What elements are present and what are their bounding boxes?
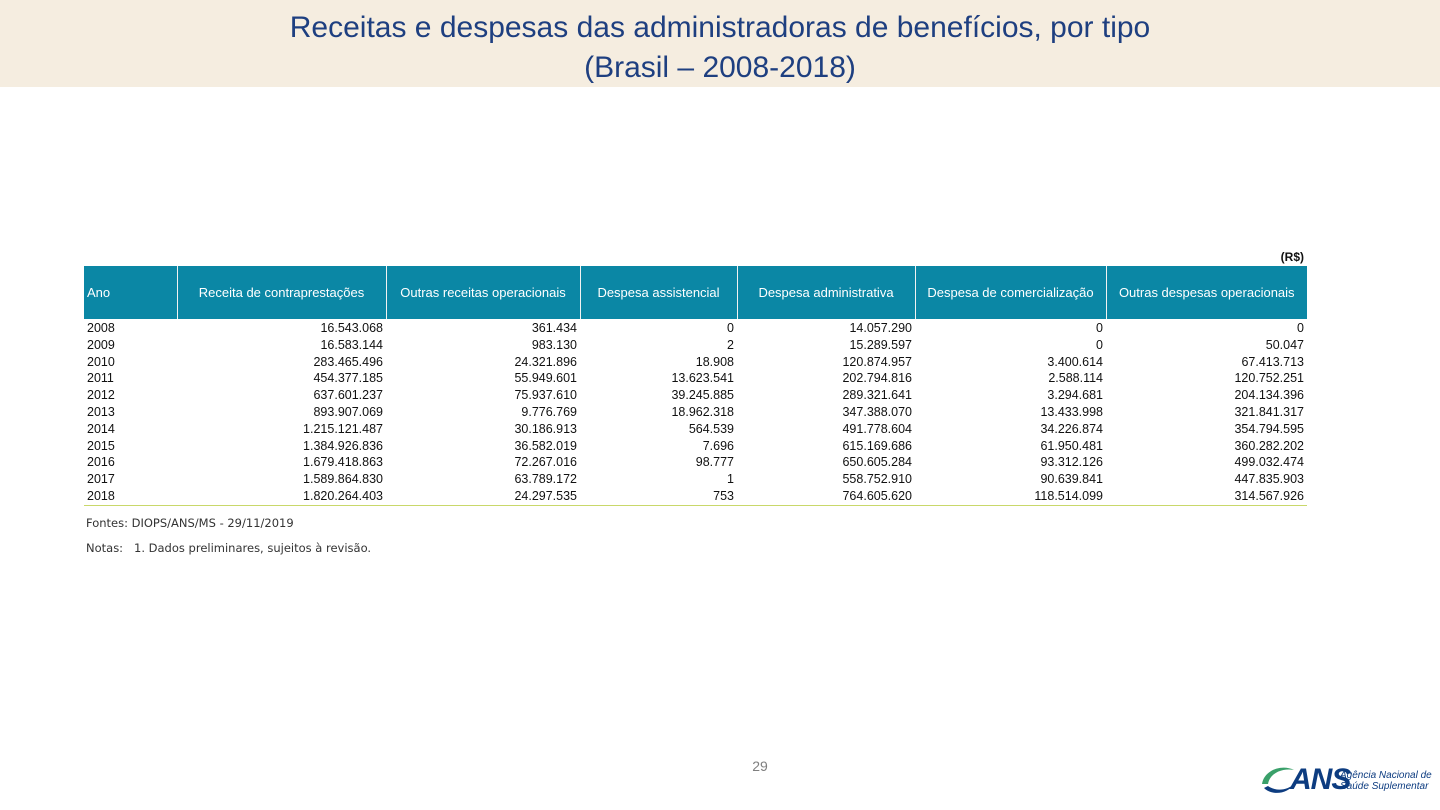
cell-despesa-assistencial: 1 — [727, 472, 734, 487]
cell-despesa-assistencial: 18.908 — [695, 354, 734, 369]
table-row — [84, 387, 1307, 404]
cell-despesa-assistencial: 39.245.885 — [671, 388, 734, 403]
table-row — [84, 370, 1307, 387]
cell-despesa-comercializacao: 90.639.841 — [1040, 472, 1103, 487]
page-number: 29 — [752, 758, 768, 774]
column-header-outras-receitas: Outras receitas operacionais — [386, 266, 580, 319]
cell-despesa-comercializacao: 0 — [1096, 321, 1103, 335]
cell-ano: 2015 — [87, 438, 115, 453]
cell-outras-despesas: 314.567.926 — [1106, 488, 1307, 505]
cell-outras-despesas: 354.794.595 — [1234, 421, 1304, 436]
cell-ano: 2016 — [87, 455, 115, 470]
table-row — [84, 320, 1307, 337]
cell-outras-receitas: 983.130 — [531, 337, 577, 352]
cell-despesa-comercializacao: 61.950.481 — [1040, 438, 1103, 453]
cell-outras-receitas: 361.434 — [531, 321, 577, 335]
cell-despesa-comercializacao: 3.294.681 — [1047, 388, 1103, 403]
column-header-receita-contraprestacoes: Receita de contraprestações — [177, 266, 386, 319]
cell-receita-contraprestacoes: 283.465.496 — [313, 354, 383, 369]
cell-outras-despesas: 50.047 — [1265, 337, 1304, 352]
cell-despesa-comercializacao: 0 — [1096, 337, 1103, 352]
cell-outras-despesas: 360.282.202 — [1234, 438, 1304, 453]
cell-despesa-administrativa: 347.388.070 — [842, 404, 912, 419]
cell-receita-contraprestacoes: 1.384.926.836 — [303, 438, 383, 453]
cell-receita-contraprestacoes: 1.820.264.403 — [177, 488, 386, 505]
cell-receita-contraprestacoes: 1.679.418.863 — [303, 455, 383, 470]
table-row — [84, 337, 1307, 354]
table-row — [84, 488, 1307, 505]
cell-outras-despesas: 67.413.713 — [1241, 354, 1304, 369]
cell-despesa-administrativa: 14.057.290 — [849, 321, 912, 335]
cell-despesa-administrativa: 764.605.620 — [737, 488, 915, 505]
cell-ano: 2017 — [87, 472, 115, 487]
cell-receita-contraprestacoes: 454.377.185 — [313, 371, 383, 386]
cell-ano: 2008 — [87, 321, 115, 335]
cell-despesa-comercializacao: 2.588.114 — [1048, 371, 1103, 386]
cell-ano: 2011 — [87, 371, 114, 386]
cell-outras-despesas: 499.032.474 — [1234, 455, 1304, 470]
cell-despesa-comercializacao: 13.433.998 — [1040, 404, 1103, 419]
page-subtitle: (Brasil – 2008-2018) — [584, 51, 856, 84]
source-note: Fontes: DIOPS/ANS/MS - 29/11/2019 — [86, 516, 294, 530]
cell-despesa-administrativa: 202.794.816 — [842, 371, 912, 386]
notes: Notas: 1. Dados preliminares, sujeitos à revisão. — [86, 541, 372, 555]
cell-receita-contraprestacoes: 1.589.864.830 — [303, 472, 383, 487]
ans-logo — [1258, 760, 1430, 800]
table-row — [84, 421, 1307, 438]
cell-despesa-administrativa: 650.605.284 — [842, 455, 912, 470]
logo-agency-line-1: Agência Nacional de — [1340, 770, 1432, 781]
cell-outras-receitas: 30.186.913 — [514, 421, 577, 436]
table-row — [84, 471, 1307, 488]
cell-outras-despesas: 0 — [1297, 321, 1304, 335]
cell-despesa-assistencial: 2 — [727, 337, 734, 352]
cell-despesa-assistencial: 0 — [727, 321, 734, 335]
cell-despesa-administrativa: 615.169.686 — [842, 438, 912, 453]
revenue-expense-table — [84, 266, 1307, 506]
column-header-despesa-administrativa: Despesa administrativa — [737, 266, 915, 319]
cell-ano: 2013 — [87, 404, 115, 419]
cell-outras-receitas: 55.949.601 — [514, 371, 577, 386]
column-header-despesa-comercializacao: Despesa de comercialização — [915, 266, 1106, 319]
cell-ano: 2018 — [84, 488, 177, 505]
cell-receita-contraprestacoes: 16.543.068 — [320, 321, 383, 335]
cell-despesa-comercializacao: 3.400.614 — [1047, 354, 1103, 369]
table-row — [84, 404, 1307, 421]
cell-ano: 2009 — [87, 337, 115, 352]
currency-unit-label: (R$) — [1280, 250, 1304, 264]
cell-outras-receitas: 75.937.610 — [514, 388, 577, 403]
cell-outras-despesas: 321.841.317 — [1234, 404, 1304, 419]
cell-outras-receitas: 72.267.016 — [514, 455, 577, 470]
cell-despesa-assistencial: 7.696 — [702, 438, 734, 453]
cell-despesa-administrativa: 558.752.910 — [842, 472, 912, 487]
cell-despesa-assistencial: 753 — [580, 488, 737, 505]
cell-despesa-assistencial: 18.962.318 — [671, 404, 734, 419]
cell-outras-receitas: 24.297.535 — [386, 488, 580, 505]
cell-outras-receitas: 36.582.019 — [514, 438, 577, 453]
cell-despesa-assistencial: 98.777 — [695, 455, 734, 470]
cell-ano: 2010 — [87, 354, 115, 369]
cell-outras-despesas: 120.752.251 — [1234, 371, 1304, 386]
logo-agency-name — [1340, 770, 1432, 792]
cell-despesa-assistencial: 564.539 — [688, 421, 734, 436]
cell-despesa-comercializacao: 93.312.126 — [1040, 455, 1103, 470]
cell-despesa-administrativa: 120.874.957 — [842, 354, 912, 369]
cell-despesa-comercializacao: 34.226.874 — [1040, 421, 1103, 436]
cell-despesa-administrativa: 491.778.604 — [842, 421, 912, 436]
cell-despesa-assistencial: 13.623.541 — [671, 371, 734, 386]
cell-outras-receitas: 63.789.172 — [514, 472, 577, 487]
column-header-outras-despesas: Outras despesas operacionais — [1106, 266, 1307, 319]
table-row — [84, 454, 1307, 471]
cell-outras-despesas: 204.134.396 — [1234, 388, 1304, 403]
column-header-ano: Ano — [84, 266, 177, 319]
table-row — [84, 438, 1307, 455]
cell-despesa-comercializacao: 118.514.099 — [915, 488, 1106, 505]
cell-outras-despesas: 447.835.903 — [1234, 472, 1304, 487]
cell-despesa-administrativa: 289.321.641 — [842, 388, 912, 403]
cell-receita-contraprestacoes: 1.215.121.487 — [303, 421, 383, 436]
cell-outras-receitas: 24.321.896 — [514, 354, 577, 369]
table-body — [84, 319, 1307, 505]
cell-outras-receitas: 9.776.769 — [521, 404, 577, 419]
cell-receita-contraprestacoes: 893.907.069 — [313, 404, 383, 419]
table-row — [84, 354, 1307, 371]
column-header-despesa-assistencial: Despesa assistencial — [580, 266, 737, 319]
cell-ano: 2014 — [87, 421, 115, 436]
cell-receita-contraprestacoes: 637.601.237 — [313, 388, 383, 403]
page-title: Receitas e despesas das administradoras de benefícios, por tipo — [289, 11, 1151, 44]
logo-agency-line-2: Saúde Suplementar — [1340, 781, 1429, 792]
cell-receita-contraprestacoes: 16.583.144 — [320, 337, 383, 352]
table-header-row — [84, 266, 1307, 319]
logo-wordmark: ANS — [1290, 763, 1351, 796]
cell-despesa-administrativa: 15.289.597 — [849, 337, 912, 352]
cell-ano: 2012 — [87, 388, 115, 403]
